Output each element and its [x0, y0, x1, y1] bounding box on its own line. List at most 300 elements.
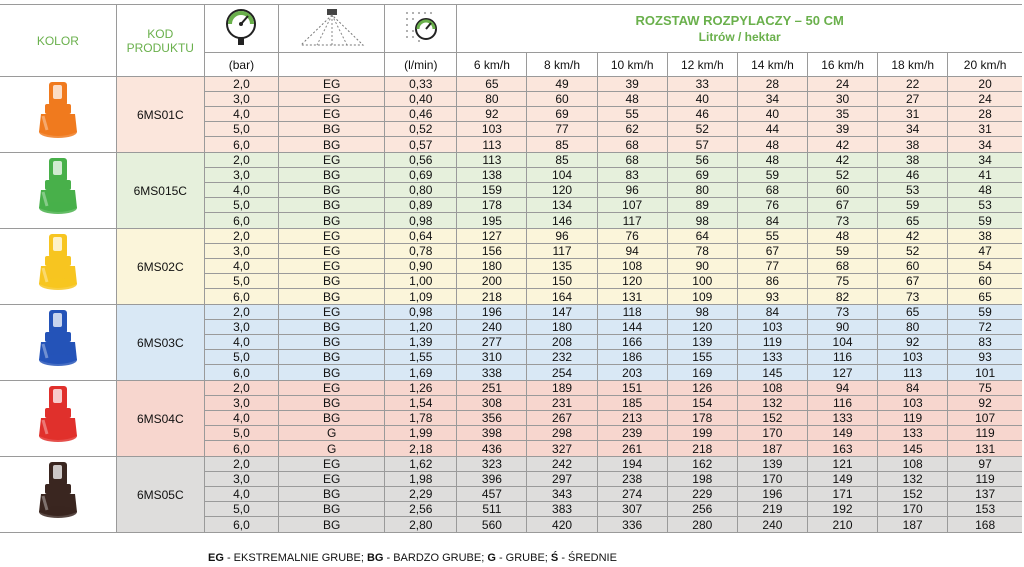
rate-value: 92 — [948, 396, 1022, 411]
rate-value: 297 — [527, 472, 597, 487]
pressure-gauge-icon-cell — [204, 5, 278, 53]
rate-value: 116 — [807, 350, 877, 365]
rate-value: 145 — [878, 441, 948, 457]
pressure-value: 5,0 — [204, 350, 278, 365]
droplet-class: BG — [279, 213, 385, 229]
rate-value: 94 — [597, 244, 667, 259]
rate-value: 101 — [948, 365, 1022, 381]
rate-value: 511 — [457, 502, 527, 517]
rate-value: 420 — [527, 517, 597, 533]
rate-value: 180 — [527, 320, 597, 335]
header-product-code: KOD PRODUKTU — [116, 5, 204, 77]
flow-value: 0,46 — [385, 107, 457, 122]
flow-meter-icon-cell — [385, 5, 457, 53]
rate-value: 46 — [878, 168, 948, 183]
rate-value: 232 — [527, 350, 597, 365]
rate-value: 73 — [807, 305, 877, 320]
rate-value: 39 — [807, 122, 877, 137]
rate-value: 48 — [737, 153, 807, 168]
nozzle-icon — [33, 460, 83, 526]
rate-value: 170 — [737, 426, 807, 441]
rate-value: 53 — [878, 183, 948, 198]
rate-value: 147 — [527, 305, 597, 320]
rate-value: 44 — [737, 122, 807, 137]
rate-value: 113 — [457, 137, 527, 153]
rate-value: 31 — [948, 122, 1022, 137]
rate-value: 73 — [807, 213, 877, 229]
header-unit-drop — [279, 53, 385, 77]
rate-value: 92 — [878, 335, 948, 350]
rate-value: 186 — [597, 350, 667, 365]
rate-value: 59 — [878, 198, 948, 213]
rate-value: 171 — [807, 487, 877, 502]
rate-value: 137 — [948, 487, 1022, 502]
rate-value: 152 — [878, 487, 948, 502]
rate-value: 34 — [737, 92, 807, 107]
rate-value: 343 — [527, 487, 597, 502]
rate-value: 203 — [597, 365, 667, 381]
nozzle-icon — [33, 156, 83, 222]
flow-value: 1,20 — [385, 320, 457, 335]
rate-value: 67 — [807, 198, 877, 213]
rate-value: 127 — [807, 365, 877, 381]
rate-value: 336 — [597, 517, 667, 533]
rate-value: 55 — [737, 229, 807, 244]
rate-value: 169 — [667, 365, 737, 381]
rate-value: 113 — [457, 153, 527, 168]
spray-pattern-icon-cell — [279, 5, 385, 53]
flow-value: 2,56 — [385, 502, 457, 517]
rate-value: 154 — [667, 396, 737, 411]
droplet-class: BG — [279, 198, 385, 213]
pressure-value: 2,0 — [204, 229, 278, 244]
pressure-gauge-icon — [224, 7, 258, 47]
rate-value: 238 — [597, 472, 667, 487]
rate-value: 162 — [667, 457, 737, 472]
rate-value: 133 — [878, 426, 948, 441]
rate-value: 109 — [667, 289, 737, 305]
rate-value: 131 — [948, 441, 1022, 457]
rate-value: 80 — [667, 183, 737, 198]
rate-value: 35 — [807, 107, 877, 122]
product-code: 6MS015C — [116, 153, 204, 229]
flow-value: 1,54 — [385, 396, 457, 411]
rate-value: 48 — [597, 92, 667, 107]
rate-value: 90 — [807, 320, 877, 335]
table-row — [0, 229, 1022, 244]
rate-value: 208 — [527, 335, 597, 350]
rate-value: 170 — [878, 502, 948, 517]
rate-value: 80 — [878, 320, 948, 335]
flow-value: 0,56 — [385, 153, 457, 168]
rate-value: 240 — [457, 320, 527, 335]
rate-value: 85 — [527, 137, 597, 153]
rate-value: 196 — [737, 487, 807, 502]
droplet-class: BG — [279, 183, 385, 198]
droplet-class: BG — [279, 502, 385, 517]
rate-value: 59 — [807, 244, 877, 259]
rate-value: 218 — [457, 289, 527, 305]
rate-value: 57 — [667, 137, 737, 153]
rate-value: 68 — [807, 259, 877, 274]
rate-value: 75 — [807, 274, 877, 289]
rate-value: 69 — [667, 168, 737, 183]
droplet-class: BG — [279, 335, 385, 350]
product-code: 6MS03C — [116, 305, 204, 381]
flow-value: 1,69 — [385, 365, 457, 381]
pressure-value: 5,0 — [204, 198, 278, 213]
rate-value: 251 — [457, 381, 527, 396]
rate-value: 68 — [597, 153, 667, 168]
rate-value: 139 — [737, 457, 807, 472]
pressure-value: 4,0 — [204, 411, 278, 426]
header-rates-title: ROZSTAW ROZPYLACZY – 50 CM Litrów / hektar — [457, 5, 1022, 53]
rate-value: 327 — [527, 441, 597, 457]
rate-value: 107 — [597, 198, 667, 213]
rate-value: 155 — [667, 350, 737, 365]
header-color: KOLOR — [0, 5, 116, 77]
flow-value: 1,98 — [385, 472, 457, 487]
droplet-class: EG — [279, 107, 385, 122]
flow-value: 1,00 — [385, 274, 457, 289]
rate-value: 133 — [807, 411, 877, 426]
pressure-value: 2,0 — [204, 77, 278, 92]
rate-value: 323 — [457, 457, 527, 472]
rate-value: 152 — [737, 411, 807, 426]
rate-value: 97 — [948, 457, 1022, 472]
droplet-class: BG — [279, 122, 385, 137]
rate-value: 274 — [597, 487, 667, 502]
pressure-value: 4,0 — [204, 183, 278, 198]
rate-value: 52 — [807, 168, 877, 183]
rate-value: 213 — [597, 411, 667, 426]
header-unit-flow: (l/min) — [385, 53, 457, 77]
rate-value: 40 — [737, 107, 807, 122]
pressure-value: 5,0 — [204, 426, 278, 441]
droplet-class: EG — [279, 77, 385, 92]
rate-value: 52 — [878, 244, 948, 259]
droplet-class: G — [279, 441, 385, 457]
rate-value: 277 — [457, 335, 527, 350]
pressure-value: 4,0 — [204, 487, 278, 502]
rate-value: 60 — [527, 92, 597, 107]
rate-value: 229 — [667, 487, 737, 502]
rate-value: 60 — [807, 183, 877, 198]
rate-value: 134 — [527, 198, 597, 213]
rate-value: 159 — [457, 183, 527, 198]
droplet-class: BG — [279, 411, 385, 426]
nozzle-icon — [33, 80, 83, 146]
rate-value: 108 — [878, 457, 948, 472]
rate-value: 131 — [597, 289, 667, 305]
flow-value: 1,62 — [385, 457, 457, 472]
nozzle-icon — [33, 308, 83, 374]
rate-value: 67 — [737, 244, 807, 259]
rate-value: 77 — [527, 122, 597, 137]
rate-value: 55 — [597, 107, 667, 122]
rate-value: 76 — [597, 229, 667, 244]
rate-value: 78 — [667, 244, 737, 259]
rate-value: 120 — [597, 274, 667, 289]
nozzle-image — [0, 457, 116, 533]
pressure-value: 3,0 — [204, 396, 278, 411]
pressure-value: 2,0 — [204, 381, 278, 396]
nozzle-image — [0, 381, 116, 457]
rate-value: 149 — [807, 472, 877, 487]
rate-value: 196 — [457, 305, 527, 320]
rate-value: 218 — [667, 441, 737, 457]
rate-value: 34 — [878, 122, 948, 137]
rate-value: 40 — [667, 92, 737, 107]
flow-value: 2,18 — [385, 441, 457, 457]
rate-value: 139 — [667, 335, 737, 350]
rate-value: 67 — [878, 274, 948, 289]
droplet-class: EG — [279, 259, 385, 274]
flow-value: 1,26 — [385, 381, 457, 396]
droplet-class: EG — [279, 457, 385, 472]
rate-value: 34 — [948, 137, 1022, 153]
rate-value: 195 — [457, 213, 527, 229]
rate-value: 187 — [737, 441, 807, 457]
rate-value: 85 — [527, 153, 597, 168]
pressure-value: 5,0 — [204, 274, 278, 289]
rate-value: 96 — [597, 183, 667, 198]
rate-value: 210 — [807, 517, 877, 533]
rate-value: 150 — [527, 274, 597, 289]
rate-value: 104 — [527, 168, 597, 183]
product-code: 6MS05C — [116, 457, 204, 533]
droplet-legend: EG - EKSTREMALNIE GRUBE; BG - BARDZO GRUBE; G - GRUBE; Ś - ŚREDNIE — [208, 552, 617, 564]
rate-value: 219 — [737, 502, 807, 517]
rate-value: 103 — [457, 122, 527, 137]
pressure-value: 3,0 — [204, 168, 278, 183]
rate-value: 65 — [878, 213, 948, 229]
rate-value: 64 — [667, 229, 737, 244]
rate-value: 356 — [457, 411, 527, 426]
flow-value: 0,98 — [385, 213, 457, 229]
rate-value: 254 — [527, 365, 597, 381]
rate-value: 100 — [667, 274, 737, 289]
rate-value: 192 — [807, 502, 877, 517]
rate-value: 69 — [527, 107, 597, 122]
header-speed-8: 8 km/h — [527, 53, 597, 77]
header-speed-16: 16 km/h — [807, 53, 877, 77]
droplet-class: EG — [279, 153, 385, 168]
rate-value: 103 — [737, 320, 807, 335]
rate-value: 93 — [948, 350, 1022, 365]
rate-value: 338 — [457, 365, 527, 381]
rate-value: 178 — [667, 411, 737, 426]
flow-value: 0,80 — [385, 183, 457, 198]
rate-value: 168 — [948, 517, 1022, 533]
rate-value: 54 — [948, 259, 1022, 274]
rate-value: 166 — [597, 335, 667, 350]
rate-value: 46 — [667, 107, 737, 122]
table-row — [0, 77, 1022, 92]
pressure-value: 6,0 — [204, 289, 278, 305]
rate-value: 24 — [948, 92, 1022, 107]
droplet-class: EG — [279, 472, 385, 487]
rate-value: 308 — [457, 396, 527, 411]
header-speed-6: 6 km/h — [457, 53, 527, 77]
rate-value: 89 — [667, 198, 737, 213]
flow-value: 0,69 — [385, 168, 457, 183]
rate-value: 94 — [807, 381, 877, 396]
pressure-value: 4,0 — [204, 259, 278, 274]
rate-value: 65 — [878, 305, 948, 320]
rate-value: 153 — [948, 502, 1022, 517]
pressure-value: 6,0 — [204, 137, 278, 153]
pressure-value: 6,0 — [204, 213, 278, 229]
rate-value: 42 — [807, 153, 877, 168]
pressure-value: 5,0 — [204, 502, 278, 517]
rate-value: 38 — [878, 137, 948, 153]
rate-value: 76 — [737, 198, 807, 213]
flow-value: 0,98 — [385, 305, 457, 320]
pressure-value: 6,0 — [204, 517, 278, 533]
rate-value: 194 — [597, 457, 667, 472]
product-code: 6MS02C — [116, 229, 204, 305]
rate-value: 133 — [737, 350, 807, 365]
rate-value: 38 — [878, 153, 948, 168]
nozzle-icon — [33, 384, 83, 450]
rate-value: 119 — [948, 426, 1022, 441]
rate-value: 267 — [527, 411, 597, 426]
flow-value: 1,55 — [385, 350, 457, 365]
header-speed-14: 14 km/h — [737, 53, 807, 77]
rate-value: 98 — [667, 305, 737, 320]
pressure-value: 2,0 — [204, 305, 278, 320]
rate-value: 84 — [878, 381, 948, 396]
rate-value: 185 — [597, 396, 667, 411]
droplet-class: BG — [279, 365, 385, 381]
rate-value: 30 — [807, 92, 877, 107]
rate-value: 80 — [457, 92, 527, 107]
rate-value: 261 — [597, 441, 667, 457]
droplet-class: BG — [279, 517, 385, 533]
rate-value: 92 — [457, 107, 527, 122]
rate-value: 27 — [878, 92, 948, 107]
droplet-class: BG — [279, 487, 385, 502]
pressure-value: 3,0 — [204, 320, 278, 335]
rate-value: 48 — [948, 183, 1022, 198]
rate-value: 149 — [807, 426, 877, 441]
rate-value: 62 — [597, 122, 667, 137]
flow-value: 0,33 — [385, 77, 457, 92]
flow-value: 0,40 — [385, 92, 457, 107]
rate-value: 298 — [527, 426, 597, 441]
header-unit-pressure: (bar) — [204, 53, 278, 77]
rate-value: 398 — [457, 426, 527, 441]
rate-value: 42 — [807, 137, 877, 153]
droplet-class: BG — [279, 320, 385, 335]
rate-value: 83 — [597, 168, 667, 183]
rate-value: 180 — [457, 259, 527, 274]
rate-value: 240 — [737, 517, 807, 533]
rate-value: 135 — [527, 259, 597, 274]
pressure-value: 2,0 — [204, 457, 278, 472]
rate-value: 103 — [878, 396, 948, 411]
rate-value: 121 — [807, 457, 877, 472]
rate-value: 120 — [667, 320, 737, 335]
rate-value: 198 — [667, 472, 737, 487]
flow-meter-icon — [401, 7, 441, 47]
droplet-class: EG — [279, 92, 385, 107]
rate-value: 56 — [667, 153, 737, 168]
rate-value: 96 — [527, 229, 597, 244]
rate-value: 24 — [807, 77, 877, 92]
rate-value: 39 — [597, 77, 667, 92]
rate-value: 199 — [667, 426, 737, 441]
rate-value: 178 — [457, 198, 527, 213]
droplet-class: EG — [279, 244, 385, 259]
rate-value: 34 — [948, 153, 1022, 168]
rate-value: 22 — [878, 77, 948, 92]
rate-value: 120 — [527, 183, 597, 198]
rate-value: 187 — [878, 517, 948, 533]
rate-value: 239 — [597, 426, 667, 441]
rate-value: 127 — [457, 229, 527, 244]
rate-value: 132 — [737, 396, 807, 411]
rate-value: 383 — [527, 502, 597, 517]
rate-value: 310 — [457, 350, 527, 365]
flow-value: 1,78 — [385, 411, 457, 426]
rate-value: 108 — [597, 259, 667, 274]
rate-value: 83 — [948, 335, 1022, 350]
flow-value: 0,89 — [385, 198, 457, 213]
rate-value: 163 — [807, 441, 877, 457]
product-code: 6MS04C — [116, 381, 204, 457]
header-speed-18: 18 km/h — [878, 53, 948, 77]
nozzle-spec-table — [0, 4, 1022, 533]
droplet-class: BG — [279, 274, 385, 289]
rate-value: 116 — [807, 396, 877, 411]
flow-value: 0,57 — [385, 137, 457, 153]
pressure-value: 5,0 — [204, 122, 278, 137]
rate-value: 113 — [878, 365, 948, 381]
rate-value: 170 — [737, 472, 807, 487]
rate-value: 65 — [457, 77, 527, 92]
flow-value: 1,99 — [385, 426, 457, 441]
rate-value: 42 — [878, 229, 948, 244]
rate-value: 119 — [948, 472, 1022, 487]
rate-value: 93 — [737, 289, 807, 305]
rate-value: 164 — [527, 289, 597, 305]
header-speed-12: 12 km/h — [667, 53, 737, 77]
rate-value: 108 — [737, 381, 807, 396]
rate-value: 151 — [597, 381, 667, 396]
rate-value: 47 — [948, 244, 1022, 259]
flow-value: 2,80 — [385, 517, 457, 533]
rate-value: 231 — [527, 396, 597, 411]
nozzle-image — [0, 229, 116, 305]
rate-value: 84 — [737, 213, 807, 229]
rate-value: 107 — [948, 411, 1022, 426]
rate-value: 104 — [807, 335, 877, 350]
rate-value: 156 — [457, 244, 527, 259]
rate-value: 126 — [667, 381, 737, 396]
flow-value: 0,78 — [385, 244, 457, 259]
droplet-class: BG — [279, 396, 385, 411]
rate-value: 84 — [737, 305, 807, 320]
rate-value: 560 — [457, 517, 527, 533]
rate-value: 200 — [457, 274, 527, 289]
rate-value: 31 — [878, 107, 948, 122]
rate-value: 457 — [457, 487, 527, 502]
rate-value: 90 — [667, 259, 737, 274]
rate-value: 118 — [597, 305, 667, 320]
rate-value: 117 — [597, 213, 667, 229]
